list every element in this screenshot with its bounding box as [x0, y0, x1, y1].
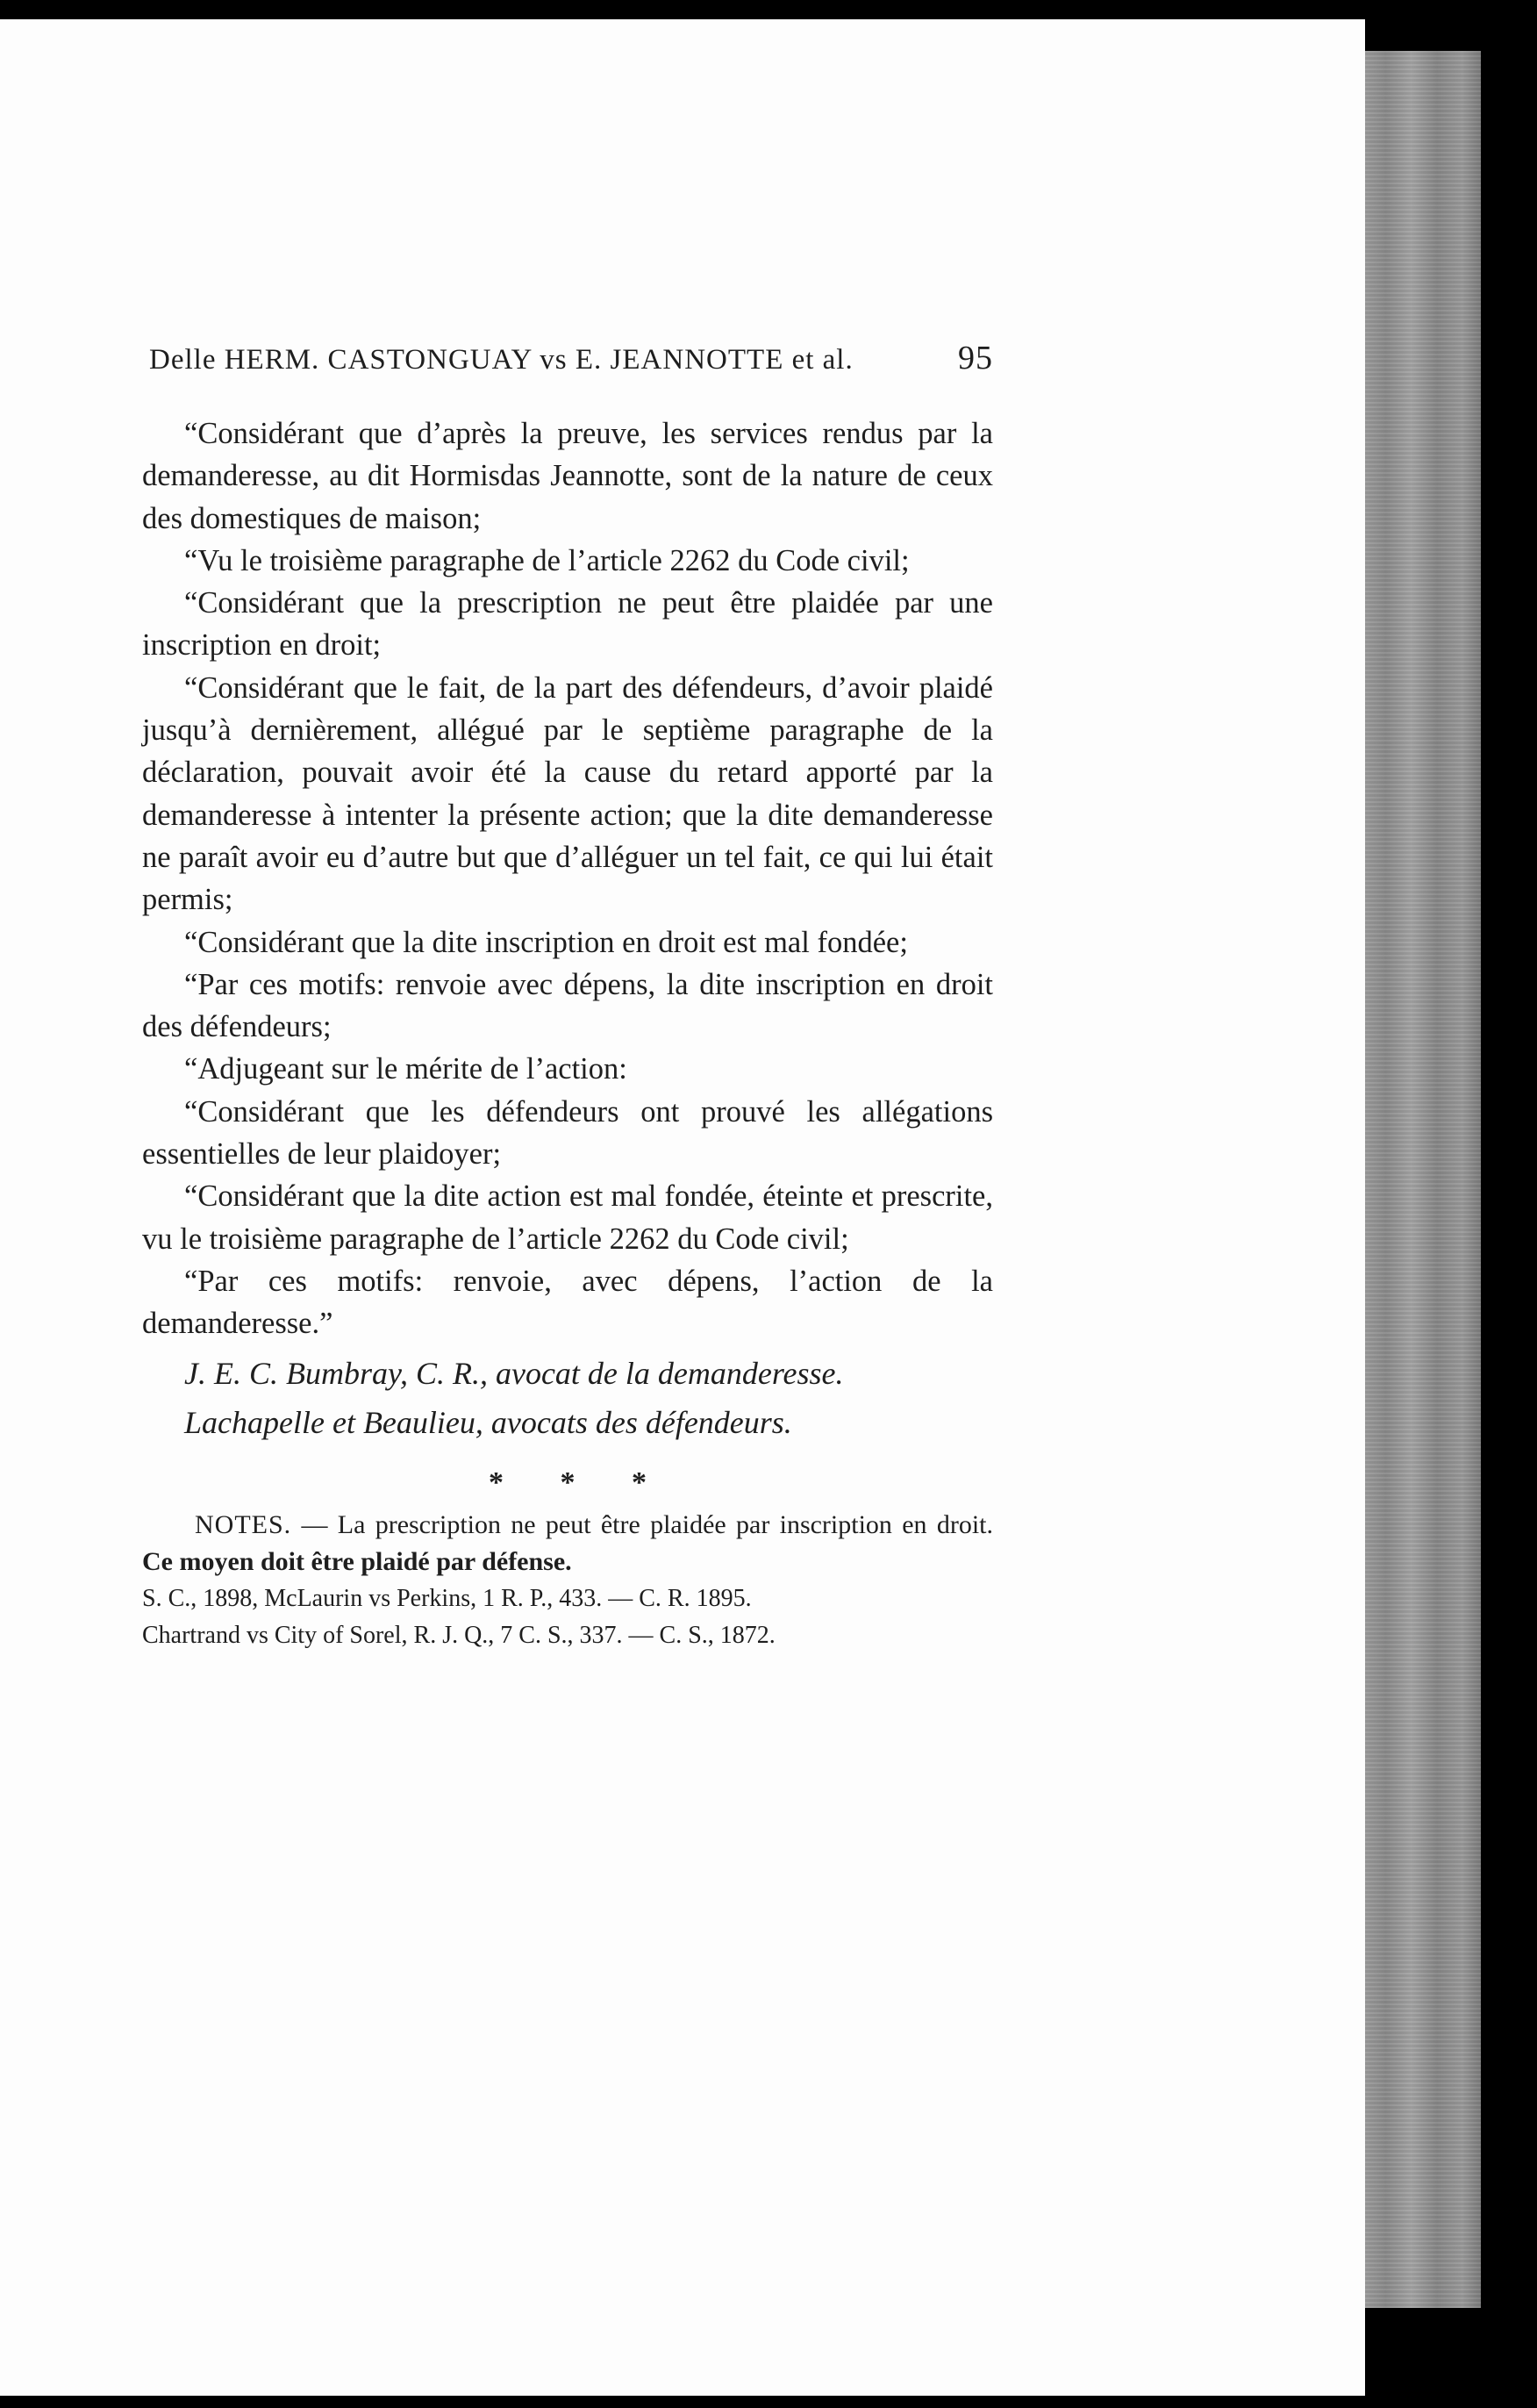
notes-reference-1: S. C., 1898, McLaurin vs Perkins, 1 R. P., 433. — C. R. 1895.: [142, 1584, 752, 1612]
paragraph: “Considérant que les défendeurs ont prouvé les allégations essentielles de leur plaidoyer;: [142, 1094, 993, 1172]
page-number: 95: [958, 340, 993, 376]
notes-text: La prescription ne peut être plaidée par inscription en droit.: [337, 1509, 993, 1539]
notes-dash: —: [291, 1509, 338, 1539]
paragraph: “Vu le troisième paragraphe de l’article 2262 du Code civil;: [184, 543, 910, 577]
running-head: [142, 339, 993, 388]
judgment-text: [142, 412, 993, 1345]
notes-label: NOTES.: [195, 1509, 292, 1539]
paragraph: “Considérant que la prescription ne peut être plaidée par une inscription en droit;: [142, 586, 993, 663]
counsel-signatures: [142, 1349, 993, 1447]
asterism-divider: * * *: [489, 1466, 671, 1499]
paragraph: “Adjugeant sur le mérite de l’action:: [184, 1052, 627, 1086]
paragraph: “Considérant que la dite action est mal fondée, éteinte et prescrite, vu le troisième paragraphe de l’article 2262 du Code civil;: [142, 1179, 993, 1256]
notes-emphasis: Ce moyen doit être plaidé par défense.: [142, 1546, 572, 1576]
plaintiff-counsel: J. E. C. Bumbray, C. R., avocat de la demanderesse.: [184, 1355, 844, 1391]
notes-section: [142, 1507, 993, 1654]
page-content: [142, 339, 993, 1654]
paragraph: “Par ces motifs: renvoie avec dépens, la dite inscription en droit des défendeurs;: [142, 967, 993, 1044]
notes-reference-2: Chartrand vs City of Sorel, R. J. Q., 7 C. S., 337. — C. S., 1872.: [142, 1621, 776, 1649]
paragraph: “Par ces motifs: renvoie, avec dépens, l’action de la demanderesse.”: [142, 1264, 993, 1341]
page-edge-shadow: [1365, 51, 1481, 2308]
running-head-title: Delle HERM. CASTONGUAY vs E. JEANNOTTE et al.: [149, 344, 854, 376]
defendant-counsel: Lachapelle et Beaulieu, avocats des défendeurs.: [184, 1404, 792, 1440]
paragraph: “Considérant que d’après la preuve, les services rendus par la demanderesse, au dit Hormisdas Jeannotte, sont de la nature de ceux des domestiques de maison;: [142, 417, 993, 535]
paragraph: “Considérant que le fait, de la part des défendeurs, d’avoir plaidé jusqu’à dernièrement, allégué par le septième paragraphe de la déclaration, pouvait avoir été la cause du retard apporté par la demanderesse à intenter la présente action; que la dite demanderesse ne paraît avoir eu d’autre but que d’alléguer un tel fait, ce qui lui était permis;: [142, 670, 993, 917]
paragraph: “Considérant que la dite inscription en droit est mal fondée;: [184, 925, 908, 959]
